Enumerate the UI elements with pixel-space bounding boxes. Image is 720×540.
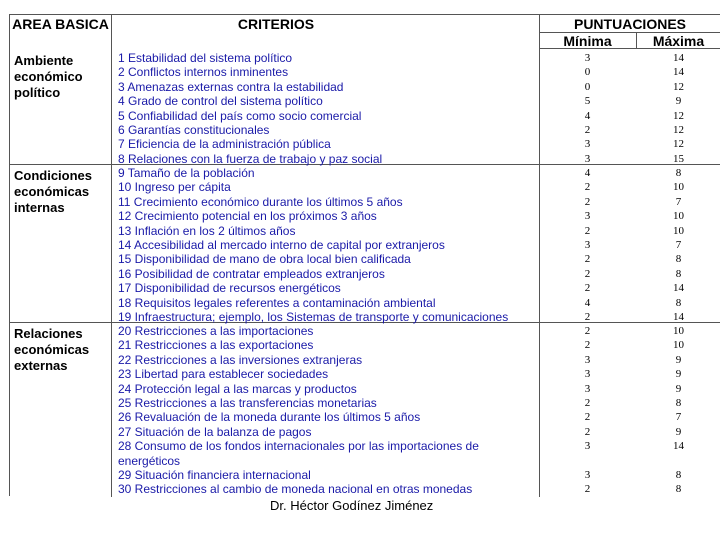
criterion-text: 26 Revaluación de la moneda durante los últimos 5 años [118,410,421,425]
score-min: 2 [584,425,591,438]
score-max: 9 [675,368,682,381]
score-min: 3 [584,382,591,395]
score-min: 2 [584,267,591,280]
score-min: 2 [584,397,591,409]
score-min: 3 [584,440,591,453]
score-min: 3 [584,353,591,366]
criterion-text: 14 Accesibilidad al mercado interno de capital por extranjeros [118,238,445,252]
criterion-text: 9 Tamaño de la población [118,166,255,180]
criterion-text: 4 Grado de control del sistema político [118,94,323,109]
criterion-text: 5 Confiabilidad del país como socio comercial [118,108,362,123]
score-min: 3 [584,138,591,151]
score-min: 3 [584,469,591,481]
score-max: 10 [673,325,684,337]
score-max: 8 [675,397,682,409]
area-label: Relaciones económicas externas [14,326,90,373]
score-min: 3 [584,152,591,165]
score-max: 10 [673,339,684,352]
score-min: 3 [584,239,591,251]
criterion-text: 20 Restricciones a las importaciones [118,324,314,338]
score-max: 14 [673,52,684,64]
score-max: 8 [675,167,682,179]
score-min: 2 [584,224,591,237]
score-min: 4 [584,109,591,122]
header-maxima: Máxima [652,33,705,49]
criterion-text: 7 Eficiencia de la administración pública [118,137,331,152]
criterion-text: 16 Posibilidad de contratar empleados extranjeros [118,266,385,281]
criterion-text: 29 Situación financiera internacional [118,468,311,482]
score-max: 10 [673,210,684,223]
score-min: 3 [584,368,591,381]
score-min: 3 [584,52,591,64]
score-max: 9 [675,425,682,438]
criterion-text: 1 Estabilidad del sistema político [118,51,293,65]
score-min: 2 [584,124,591,136]
criteria-table [9,14,720,496]
score-max: 12 [673,109,684,122]
score-min: 0 [584,80,591,93]
criterion-text: 10 Ingreso per cápita [118,180,231,195]
author-footer: Dr. Héctor Godínez Jiménez [270,498,434,513]
score-max: 9 [675,382,682,395]
score-min: 2 [584,411,591,424]
criterion-text: 12 Crecimiento potencial en los próximos 3 años [118,209,377,224]
score-min: 5 [584,95,591,108]
score-min: 2 [584,311,591,323]
criterion-text: 18 Requisitos legales referentes a contaminación ambiental [118,295,436,310]
score-max: 9 [675,353,682,366]
criterion-text: 15 Disponibilidad de mano de obra local bien calificada [118,252,411,267]
score-min: 4 [584,167,591,179]
score-max: 12 [673,138,684,151]
criterion-text: 6 Garantías constitucionales [118,123,270,137]
criterion-text: 3 Amenazas externas contra la estabilidad [118,79,344,94]
criterion-text: 30 Restricciones al cambio de moneda nacional en otras monedas [118,482,473,497]
score-max: 10 [673,224,684,237]
criterion-text: 27 Situación de la balanza de pagos [118,424,312,439]
criterion-text: 21 Restricciones a las exportaciones [118,338,314,353]
score-max: 7 [675,239,682,251]
score-max: 8 [675,469,682,481]
criterion-text: 28 Consumo de los fondos internacionales por las importaciones de energéticos [118,439,479,468]
header-minima: Mínima [563,33,612,49]
score-max: 15 [673,152,684,165]
score-min: 2 [584,483,591,496]
area-label: Ambiente económico político [14,53,83,100]
area-label: Condiciones económicas internas [14,168,93,215]
score-min: 2 [584,282,591,295]
score-min: 3 [584,210,591,223]
score-max: 10 [673,181,684,194]
score-min: 2 [584,195,591,208]
score-min: 0 [584,66,591,79]
score-max: 8 [675,483,682,496]
criterion-text: 8 Relaciones con la fuerza de trabajo y paz social [118,151,383,166]
score-max: 14 [673,440,684,453]
criterion-text: 2 Conflictos internos inminentes [118,65,289,80]
score-min: 2 [584,339,591,352]
score-max: 12 [673,80,684,93]
score-max: 9 [675,95,682,108]
header-puntuaciones: PUNTUACIONES [573,16,686,32]
criterion-text: 11 Crecimiento económico durante los últimos 5 años [118,194,403,209]
score-max: 12 [673,124,684,136]
criterion-text: 22 Restricciones a las inversiones extranjeras [118,352,363,367]
criterion-text: 23 Libertad para establecer sociedades [118,367,329,382]
header-area: AREA BASICA [12,16,109,32]
score-min: 2 [584,253,591,266]
criterion-text: 24 Protección legal a las marcas y productos [118,381,357,396]
score-min: 2 [584,181,591,194]
criterion-text: 17 Disponibilidad de recursos energéticos [118,281,341,296]
score-min: 4 [584,296,591,309]
score-max: 14 [673,282,684,295]
header-criterios: CRITERIOS [237,16,315,32]
criterion-text: 13 Inflación en los 2 últimos años [118,223,296,238]
score-max: 8 [675,296,682,309]
score-max: 14 [673,311,684,323]
score-max: 8 [675,253,682,266]
score-max: 7 [675,411,682,424]
criterion-text: 19 Infraestructura; ejemplo, los Sistemas de transporte y comunicaciones [118,310,509,324]
score-min: 2 [584,325,591,337]
score-max: 8 [675,267,682,280]
score-max: 7 [675,195,682,208]
criterion-text: 25 Restricciones a las transferencias monetarias [118,396,377,410]
score-max: 14 [673,66,684,79]
